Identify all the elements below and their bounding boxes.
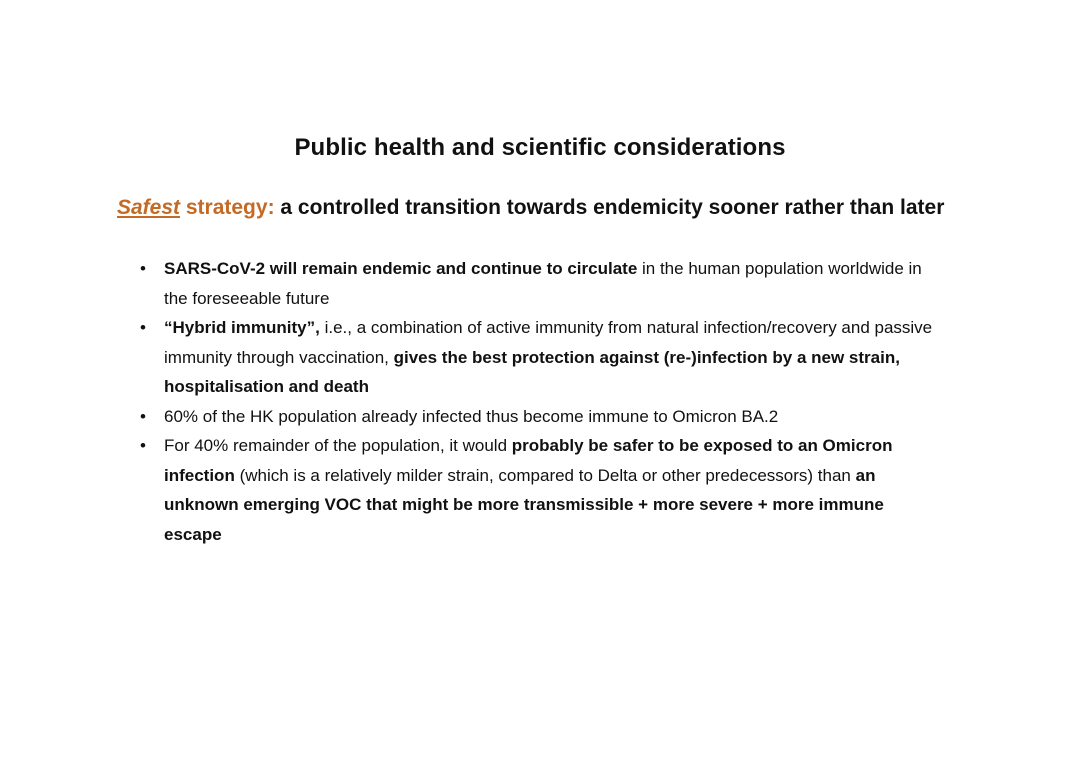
slide-title: Public health and scientific considerations — [294, 134, 786, 161]
subtitle-text: a controlled transition towards endemicity sooner rather than later — [274, 196, 945, 219]
bullet-icon: • — [140, 259, 146, 278]
bullet-4-bold-end: an unknown emerging VOC that might be more transmissible + more severe + more immune escape — [164, 465, 884, 544]
bullet-list — [140, 254, 940, 549]
bullet-2-bold-end: gives the best protection against (re-)infection by a new strain, hospitalisation and death — [164, 347, 900, 396]
bullet-item-omicron-exposure — [140, 431, 940, 549]
bullet-item-hk-population — [140, 402, 940, 432]
subtitle-label: strategy: — [180, 196, 275, 219]
bullet-4-bold: probably be safer to be exposed to an Omicron infection — [164, 436, 893, 485]
bullet-4-text: For 40% remainder of the population, it would — [164, 436, 512, 455]
bullet-1-bold: SARS-CoV-2 will remain endemic and continue to circulate — [164, 259, 638, 278]
bullet-icon: • — [140, 406, 146, 426]
slide-subtitle — [117, 196, 1017, 220]
bullet-1-text: in the human population worldwide in the foreseeable future — [164, 259, 922, 308]
subtitle-highlight: Safest — [117, 196, 181, 219]
bullet-2-bold: “Hybrid immunity”, — [164, 318, 320, 337]
bullet-2-text: i.e., a combination of active immunity from natural infection/recovery and passive immunity through vaccination, — [164, 318, 933, 367]
bullet-4-text-mid: (which is a relatively milder strain, compared to Delta or other predecessors) than — [234, 465, 856, 485]
bullet-icon: • — [140, 436, 146, 455]
bullet-item-hybrid-immunity — [140, 313, 940, 402]
bullet-3-text: 60% of the HK population already infected thus become immune to Omicron BA.2 — [164, 406, 779, 426]
bullet-icon: • — [140, 318, 146, 337]
bullet-item-endemic — [140, 254, 940, 313]
